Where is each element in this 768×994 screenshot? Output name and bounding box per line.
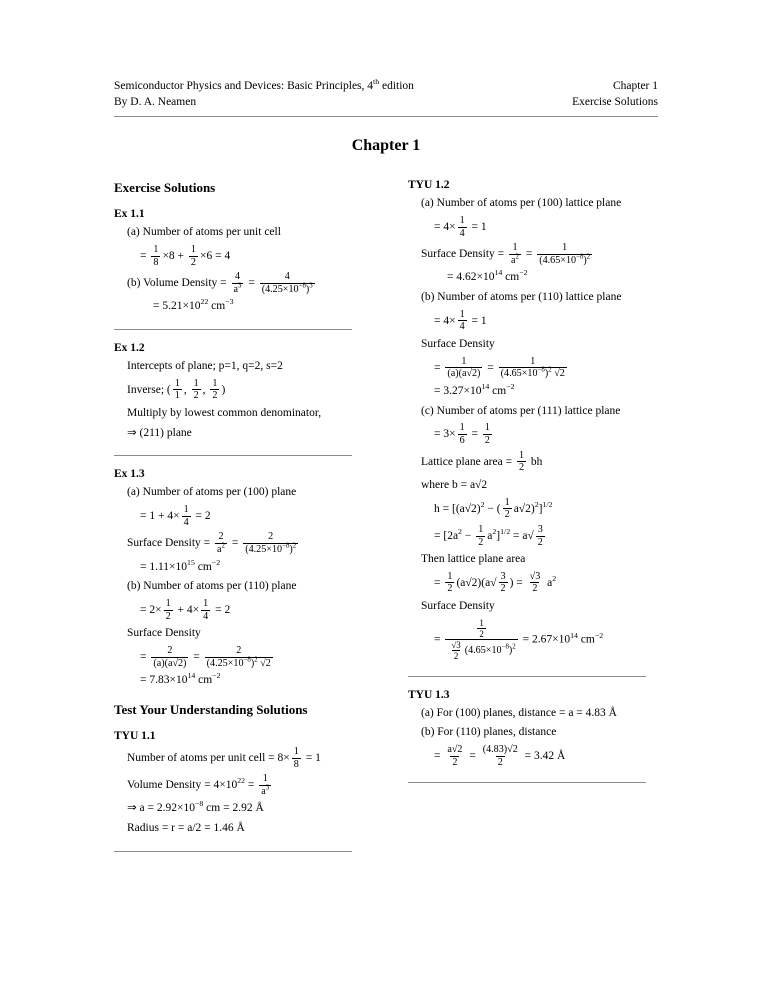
text-line: = 4× $\frac{1}{4}$ = 1 bbox=[434, 308, 487, 333]
text-line: = $\frac{2}{(a)(a√2)}$ = $\frac{2}{(4.25\times 10^{-8})^2 √2}$ bbox=[140, 644, 271, 669]
fraction: $\frac{1}{4}$ bbox=[459, 214, 465, 239]
section-heading: Test Your Understanding Solutions bbox=[114, 701, 308, 717]
fraction: $\frac{2}{a^2}$ bbox=[217, 531, 225, 555]
fraction: $\frac{1}{8}$ bbox=[153, 243, 159, 268]
text-line: = $7.83\times 10^{14}$ $cm^{-2}$ bbox=[140, 671, 221, 687]
text-line: Multiply by lowest common denominator, bbox=[127, 407, 322, 420]
fraction: $\frac{2}{(4.25\times 10^{-8})^2 √2}$ bbox=[206, 644, 271, 669]
text-line: Surface Density = $\frac{2}{a^2}$ = $\frac{2}{(4.25\times 10^{-8})^2}$ bbox=[127, 531, 297, 555]
solution-label: Ex 1.1 bbox=[114, 208, 145, 221]
fraction: $\frac{1}{2}$ bbox=[518, 449, 525, 474]
left-column bbox=[114, 167, 364, 862]
fraction: $\frac{1}{2}$ bbox=[484, 422, 490, 446]
fraction: $\frac{√3}{2}$ bbox=[529, 570, 541, 595]
text-line: Intercepts of plane; p=1, q=2, s=2 bbox=[127, 360, 283, 373]
text-line: Volume Density = $4\times 10^{22}$ = $\frac{1}{a^3}$ bbox=[127, 773, 270, 797]
header-right bbox=[572, 78, 658, 110]
text-line: (a) For (100) planes, distance = a = 4.83 Å bbox=[421, 706, 617, 719]
fraction: $\frac{3}{2}$ bbox=[537, 523, 543, 548]
text-line: (a) Number of atoms per (100) lattice plane bbox=[421, 197, 622, 210]
section-label: Exercise Solutions bbox=[572, 96, 658, 109]
fraction: $\frac{1}{8}$ bbox=[293, 745, 299, 770]
fraction: $\frac{2}{(4.25\times 10^{-8})^2}$ bbox=[245, 531, 297, 555]
fraction: $\frac{1}{4}$ bbox=[459, 308, 465, 333]
text-line: = $\frac{a√2}{2}$ = $\frac{(4.83)√2}{2}$ = 3.42 Å bbox=[434, 744, 566, 768]
fraction: $\frac{1}{(a)(a√2)}$ bbox=[447, 355, 481, 380]
fraction: $\frac{1}{1}$ bbox=[174, 377, 180, 402]
text-line: (a) Number of atoms per (100) plane bbox=[127, 486, 297, 499]
solution-label: Ex 1.3 bbox=[114, 468, 145, 481]
text-line: = $\frac{1}{2}$ (a√2)(a√ $\frac{3}{2}$ ) = $\frac{√3}{2}$ $a^2$ bbox=[434, 570, 557, 595]
text-line: = [$2a^2$ − $\frac{1}{2}$ $a^2]^{1/2} = a√$ $\frac{3}{2}$ bbox=[434, 523, 543, 548]
text-line: $h = [(a√2)^2$ − ( $\frac{1}{2}$ a√2)$^2$]$^{1/2}$ bbox=[434, 496, 553, 521]
book-title: Semiconductor Physics and Devices: Basic Principles, 4th edition bbox=[114, 77, 414, 92]
fraction: $\frac{1}{2}$ bbox=[504, 496, 510, 521]
fraction: $\frac{4}{a^3}$ bbox=[233, 271, 242, 295]
text-line: (b) Number of atoms per (110) plane bbox=[127, 580, 297, 593]
fraction: $\frac{1}{(4.65\times 10^{-8})^2 √2}$ bbox=[500, 355, 565, 380]
fraction: $\frac{1}{2}$ bbox=[193, 377, 199, 402]
page-header bbox=[114, 78, 658, 117]
separator-rule bbox=[408, 782, 646, 783]
text-line: (b) Number of atoms per (110) lattice plane bbox=[421, 291, 622, 304]
text-line: = 3× $\frac{1}{6}$ = $\frac{1}{2}$ bbox=[434, 422, 490, 446]
text-line: = $4.62\times 10^{14}$ $cm^{-2}$ bbox=[447, 268, 528, 284]
separator-rule bbox=[408, 676, 646, 677]
separator-rule bbox=[114, 329, 352, 330]
book-author: By D. A. Neamen bbox=[114, 96, 197, 109]
text-line: = $5.21\times 10^{22}$ $cm^{-3}$ bbox=[153, 297, 234, 313]
solution-label: Ex 1.2 bbox=[114, 342, 145, 355]
solution-label: TYU 1.2 bbox=[408, 179, 450, 192]
fraction: $\frac{3}{2}$ bbox=[500, 570, 506, 595]
text-line: = $1.11\times 10^{15}$ $cm^{-2}$ bbox=[140, 557, 221, 573]
text-line: = 1 + 4× $\frac{1}{4}$ = 2 bbox=[140, 504, 211, 528]
text-line: (b) For (110) planes, distance bbox=[421, 726, 557, 739]
page-title: Chapter 1 bbox=[351, 137, 421, 155]
separator-rule bbox=[114, 851, 352, 852]
right-column bbox=[408, 167, 658, 862]
fraction: $\frac{1}{2}$ bbox=[478, 523, 484, 548]
fraction: $\frac{1}{(4.65\times 10^{-8})^2}$ bbox=[539, 242, 591, 266]
text-line: (b) Volume Density = $\frac{4}{a^3}$ = $\frac{4}{(4.25\times 10^{-8})^3}$ bbox=[127, 271, 313, 295]
fraction: $\frac{4}{(4.25\times 10^{-8})^3}$ bbox=[261, 271, 313, 295]
text-line: where b = a√2 bbox=[421, 478, 488, 491]
text-line: = $\frac{1}{(a)(a√2)}$ = $\frac{1}{(4.65\times 10^{-8})^2 √2}$ bbox=[434, 355, 565, 380]
fraction: $\frac{(4.83)√2}{2}$ bbox=[482, 744, 518, 768]
text-line: = $\frac{1}{8}$ ×8 + $\frac{1}{2}$ ×6 = 4 bbox=[140, 243, 231, 268]
text-line: = 2× $\frac{1}{2}$ + 4× $\frac{1}{4}$ = 2 bbox=[140, 597, 231, 622]
section-heading: Exercise Solutions bbox=[114, 180, 216, 196]
fraction: $\frac{1}{2}$ bbox=[212, 377, 218, 402]
solution-label: TYU 1.1 bbox=[114, 729, 156, 742]
text-line: Inverse; ( $\frac{1}{1}$ , $\frac{1}{2}$ , $\frac{1}{2}$ ) bbox=[127, 377, 226, 402]
text-line: = 4× $\frac{1}{4}$ = 1 bbox=[434, 214, 487, 239]
header-left bbox=[114, 78, 414, 110]
solution-label: TYU 1.3 bbox=[408, 688, 450, 701]
fraction: $\frac{√3}{2}$ bbox=[451, 640, 461, 662]
fraction: $\frac{1}{4}$ bbox=[203, 597, 209, 622]
text-line: Surface Density bbox=[421, 338, 495, 351]
text-line: Surface Density bbox=[127, 627, 201, 640]
fraction: $\frac{1}{2}$ bbox=[479, 617, 484, 639]
text-line: Number of atoms per unit cell = 8× $\frac{1}{8}$ = 1 bbox=[127, 745, 321, 770]
fraction: $\frac{1}{2}$ bbox=[165, 597, 171, 622]
chapter-label: Chapter 1 bbox=[612, 80, 658, 92]
text-line: Radius = r = a/2 = 1.46 Å bbox=[127, 822, 245, 835]
text-line: = $\frac{1}{2}$ $\frac{√3}{2}$ $(4.65\times 10^{-8})^2$ = $2.67\times 10^{14}$ $cm^{-2}$ bbox=[434, 617, 604, 662]
text-line: Then lattice plane area bbox=[421, 553, 526, 566]
text-line: Surface Density = $\frac{1}{a^2}$ = $\frac{1}{(4.65\times 10^{-8})^2}$ bbox=[421, 242, 591, 266]
text-line: ⇒ $a = 2.92\times 10^{-8}$ cm = 2.92 Å bbox=[127, 799, 264, 815]
text-line: = $3.27\times 10^{14}$ $cm^{-2}$ bbox=[434, 382, 515, 397]
text-line: Lattice plane area = $\frac{1}{2}$ bh bbox=[421, 449, 543, 474]
text-line: (a) Number of atoms per unit cell bbox=[127, 226, 281, 239]
fraction: $\frac{1}{2}$ bbox=[447, 570, 453, 595]
fraction: $\frac{1}{2}$ $\frac{√3}{2}$ $(4.65\times 10^{-8})^2$ bbox=[445, 618, 517, 662]
text-line: (c) Number of atoms per (111) lattice plane bbox=[421, 404, 621, 417]
text-line: ⇒ (211) plane bbox=[127, 426, 192, 439]
fraction: $\frac{1}{2}$ bbox=[190, 243, 196, 268]
fraction: $\frac{1}{6}$ bbox=[459, 422, 465, 446]
fraction: $\frac{2}{(a)(a√2)}$ bbox=[153, 644, 187, 669]
fraction: $\frac{a√2}{2}$ bbox=[447, 744, 463, 768]
fraction: $\frac{1}{a^2}$ bbox=[511, 242, 519, 266]
text-line: Surface Density bbox=[421, 600, 495, 613]
content-columns bbox=[114, 167, 658, 862]
fraction: $\frac{1}{a^3}$ bbox=[261, 773, 270, 797]
separator-rule bbox=[114, 455, 352, 456]
fraction: $\frac{1}{4}$ bbox=[183, 504, 189, 528]
